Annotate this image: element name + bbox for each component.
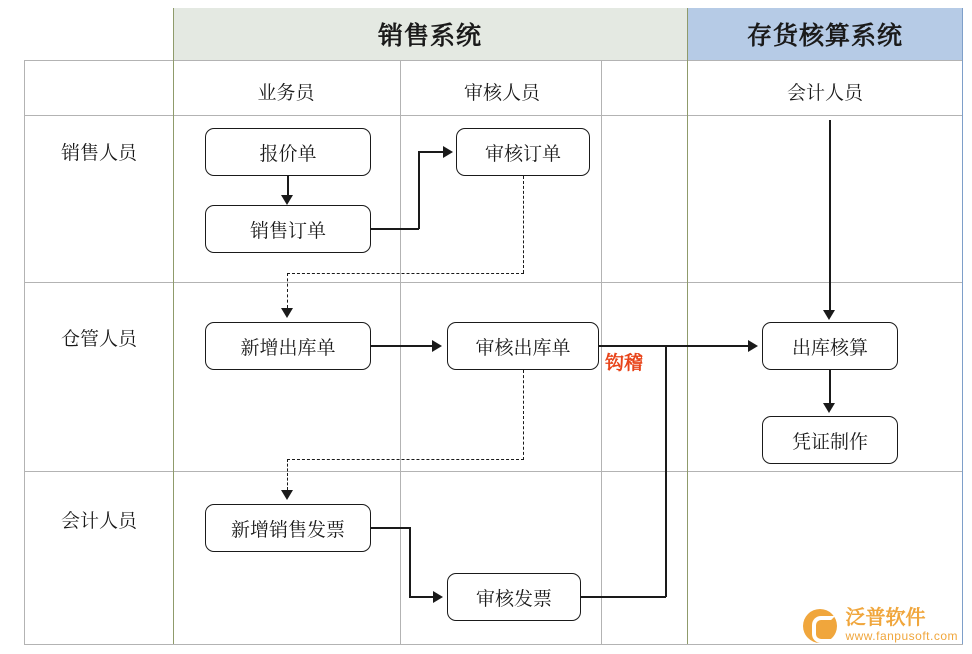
- row-label-warehouse-staff: 仓管人员: [60, 329, 137, 350]
- node-outbound-accounting[interactable]: [762, 322, 898, 370]
- band-sales-label: 销售系统: [377, 22, 482, 50]
- arrowhead-dash-to-new-outbound: [281, 308, 293, 318]
- arrowhead-dash-to-new-invoice: [281, 490, 293, 500]
- node-new-outbound[interactable]: [205, 322, 371, 370]
- node-new-outbound-label: 新增出库单: [240, 337, 336, 359]
- watermark-url: www.fanpusoft.com: [845, 629, 958, 644]
- connector-sales-order-up: [418, 152, 420, 229]
- arrowhead-outbound-accounting-to-voucher: [823, 403, 835, 413]
- node-sales-order-label: 销售订单: [249, 220, 326, 242]
- grid-hline-bottom: [24, 644, 963, 645]
- grid-vline-col2: [400, 60, 401, 644]
- node-audit-outbound-label: 审核出库单: [475, 337, 571, 359]
- watermark-name: 泛普软件: [845, 607, 926, 630]
- grid-hline-top: [24, 60, 963, 61]
- connector-invoice-to-reconcile-bus: [665, 345, 667, 597]
- arrowhead-quote-to-sales-order: [281, 195, 293, 205]
- node-outbound-accounting-label: 出库核算: [791, 337, 868, 359]
- column-header-salesperson: 业务员: [257, 83, 315, 104]
- connector-audit-order-dash-down: [523, 176, 524, 273]
- connector-new-invoice-down: [409, 527, 411, 597]
- node-audit-order-label: 审核订单: [484, 143, 561, 165]
- node-sales-order[interactable]: [205, 205, 371, 253]
- band-inventory-label: 存货核算系统: [746, 22, 903, 50]
- connector-dash-to-new-outbound: [287, 273, 288, 308]
- connector-audit-outbound-dash-down: [523, 370, 524, 460]
- arrowhead-accountant-to-outbound-accounting: [823, 310, 835, 320]
- connector-audit-outbound-dash-left: [287, 459, 524, 460]
- grid-hline-row1: [24, 282, 963, 283]
- arrowhead-new-outbound-to-audit: [432, 340, 442, 352]
- grid-hline-row2: [24, 471, 963, 472]
- connector-new-invoice-right: [371, 527, 410, 529]
- node-quote-label: 报价单: [259, 143, 317, 165]
- node-new-sales-invoice-label: 新增销售发票: [230, 519, 345, 541]
- grid-vline-right: [962, 8, 963, 644]
- node-voucher-creation[interactable]: [762, 416, 898, 464]
- connector-sales-order-right: [371, 228, 419, 230]
- logo-icon: [803, 609, 837, 643]
- band-inventory-system: [687, 8, 963, 60]
- arrowhead-to-audit-invoice: [433, 591, 443, 603]
- column-header-accountant: 会计人员: [786, 83, 863, 104]
- grid-hline-headers: [24, 115, 963, 116]
- connector-outbound-accounting-to-voucher: [829, 370, 831, 404]
- node-audit-invoice-label: 审核发票: [475, 588, 552, 610]
- band-sales-system: [173, 8, 687, 60]
- arrowhead-audit-outbound-to-accounting: [748, 340, 758, 352]
- grid-vline-col3: [601, 60, 602, 644]
- connector-audit-invoice-right: [581, 596, 666, 598]
- node-new-sales-invoice[interactable]: [205, 504, 371, 552]
- node-audit-order[interactable]: [456, 128, 590, 176]
- watermark: [803, 607, 958, 644]
- annotation-reconcile: 钩稽: [605, 353, 644, 374]
- node-voucher-creation-label: 凭证制作: [791, 431, 868, 453]
- connector-audit-outbound-to-accounting: [599, 345, 749, 347]
- watermark-text: [845, 607, 958, 644]
- connector-to-audit-order: [418, 151, 444, 153]
- node-audit-invoice[interactable]: [447, 573, 581, 621]
- column-header-auditor: 审核人员: [463, 83, 540, 104]
- node-quote[interactable]: [205, 128, 371, 176]
- connector-quote-to-sales-order: [287, 176, 289, 196]
- row-label-accounting-staff: 会计人员: [60, 511, 137, 532]
- connector-accountant-to-outbound-accounting: [829, 120, 831, 312]
- arrowhead-to-audit-order: [443, 146, 453, 158]
- connector-to-audit-invoice: [409, 596, 434, 598]
- connector-audit-order-dash-left: [287, 273, 524, 274]
- connector-dash-to-new-invoice: [287, 459, 288, 490]
- connector-new-outbound-to-audit: [371, 345, 433, 347]
- node-audit-outbound[interactable]: [447, 322, 599, 370]
- row-label-sales-staff: 销售人员: [60, 143, 137, 164]
- grid-vline-col4: [687, 8, 688, 644]
